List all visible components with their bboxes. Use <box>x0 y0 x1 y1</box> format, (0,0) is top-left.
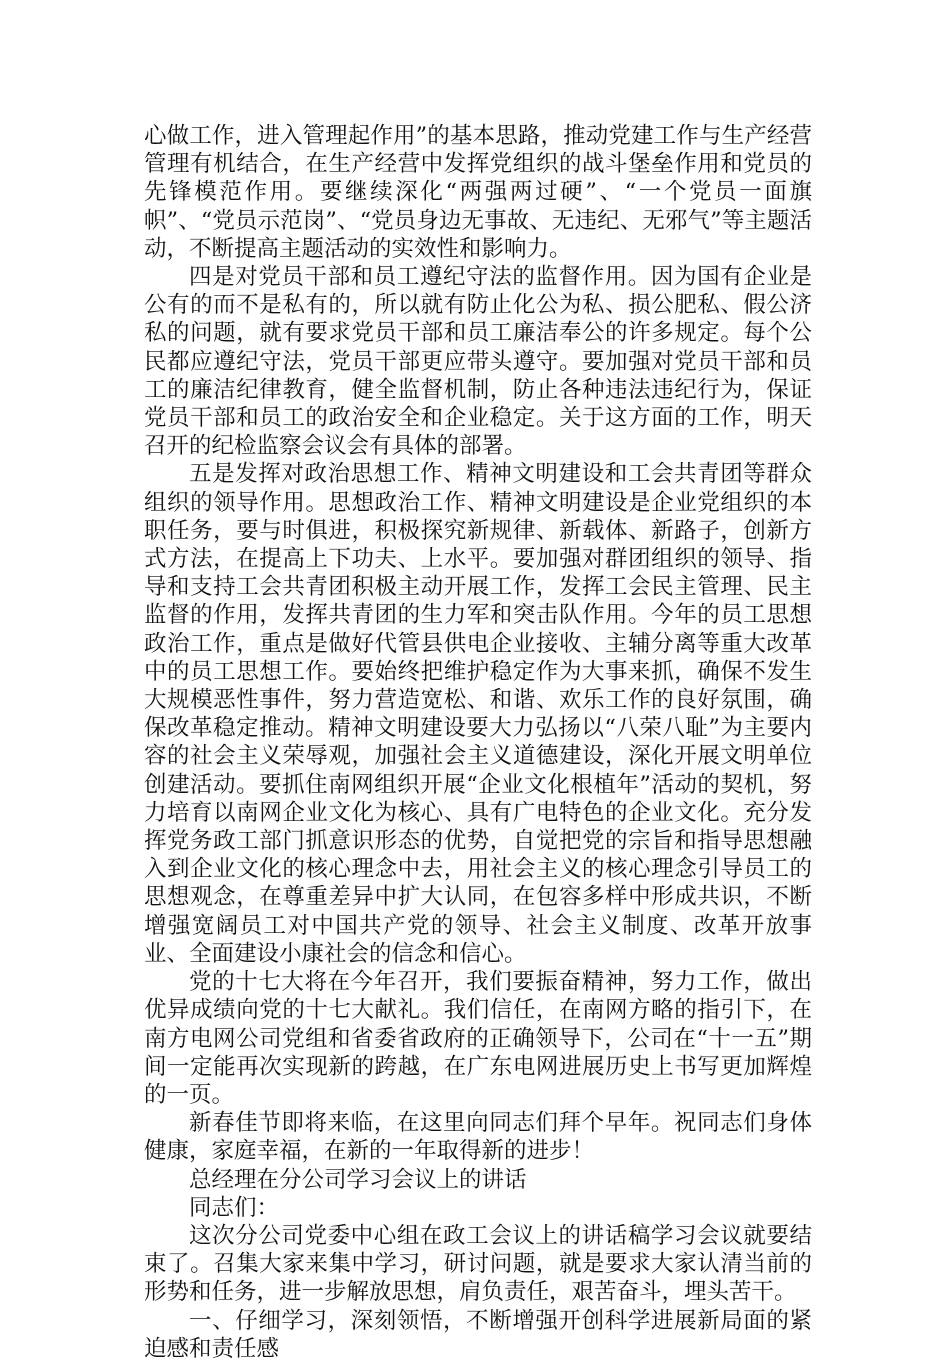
paragraph-new-year-greeting: 新春佳节即将来临，在这里向同志们拜个早年。祝同志们身体健康，家庭幸福，在新的一年取得新的进步！ <box>144 1110 812 1165</box>
salutation: 同志们： <box>189 1194 280 1221</box>
section-heading-one: 一、仔细学习，深刻领悟，不断增强开创科学进展新局面的紧迫感和责任感 <box>144 1307 812 1362</box>
paragraph-party-building-continued: 心做工作，进入管理起作用”的基本思路，推动党建工作与生产经营管理有机结合，在生产经营中发挥党组织的战斗堡垒作用和党员的先锋模范作用。要继续深化“两强两过硬”、“一个党员一面旗帜”、“党员示范岗”、“党员身边无事故、无违纪、无邪气”等主题活动，不断提高主题活动的实效性和影响力。 <box>144 123 812 262</box>
paragraph-ideological-work: 五是发挥对政治思想工作、精神文明建设和工会共青团等群众组织的领导作用。思想政治工作、精神文明建设是企业党组织的本职任务，要与时俱进，积极探究新规律、新载体、新路子，创新方式方法，在提高上下功夫、上水平。要加强对群团组织的领导、指导和支持工会共青团积极主动开展工作，发挥工会民主管理、民主监督的作用，发挥共青团的生力军和突击队作用。今年的员工思想政治工作，重点是做好代管县供电企业接收、主辅分离等重大改革中的员工思想工作。要始终把维护稳定作为大事来抓，确保不发生大规模恶性事件，努力营造宽松、和谐、欢乐工作的良好氛围，确保改革稳定推动。精神文明建设要大力弘扬以“八荣八耻”为主要内容的社会主义荣辱观，加强社会主义道德建设，深化开展文明单位创建活动。要抓住南网组织开展“企业文化根植年”活动的契机，努力培育以南网企业文化为核心、具有广电特色的企业文化。充分发挥党务政工部门抓意识形态的优势，自觉把党的宗旨和指导思想融入到企业文化的核心理念中去，用社会主义的核心理念引导员工的思想观念，在尊重差异中扩大认同，在包容多样中形成共识，不断增强宽阔员工对中国共产党的领导、社会主义制度、改革开放事业、全面建设小康社会的信念和信心。 <box>144 461 812 967</box>
paragraph-meeting-intro: 这次分公司党委中心组在政工会议上的讲话稿学习会议就要结束了。召集大家来集中学习，研讨问题，就是要求大家认清当前的形势和任务，进一步解放思想，肩负责任，艰苦奋斗，埋头苦干。 <box>144 1222 812 1306</box>
paragraph-supervision-role: 四是对党员干部和员工遵纪守法的监督作用。因为国有企业是公有的而不是私有的，所以就有防止化公为私、损公肥私、假公济私的问题，就有要求党员干部和员工廉洁奉公的许多规定。每个公民都应遵纪守法，党员干部更应带头遵守。要加强对党员干部和员工的廉洁纪律教育，健全监督机制，防止各种违法违纪行为，保证党员干部和员工的政治安全和企业稳定。关于这方面的工作，明天召开的纪检监察会议会有具体的部署。 <box>144 264 812 460</box>
speech-title: 总经理在分公司学习会议上的讲话 <box>189 1166 527 1193</box>
document-body <box>144 122 812 1363</box>
paragraph-seventeenth-congress: 党的十七大将在今年召开，我们要振奋精神，努力工作，做出优异成绩向党的十七大献礼。我们信任，在南网方略的指引下，在南方电网公司党组和省委省政府的正确领导下，公司在“十一五”期间一定能再次实现新的跨越，在广东电网进展历史上书写更加辉煌的一页。 <box>144 969 812 1108</box>
